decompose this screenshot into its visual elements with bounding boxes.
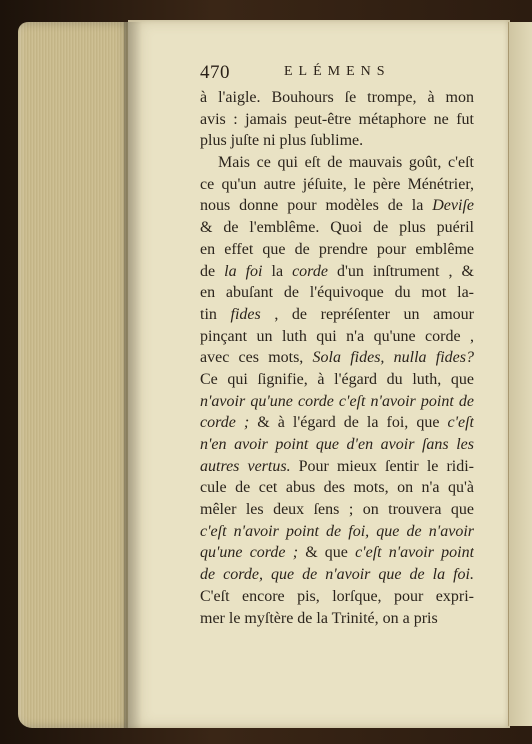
italic-text: Sola fides, nulla fides? bbox=[312, 349, 474, 367]
text-segment: avec ces mots, bbox=[200, 349, 313, 367]
text-line bbox=[200, 586, 474, 608]
italic-text: c'eſt n'avoir point bbox=[355, 544, 474, 562]
italic-text: la foi bbox=[224, 262, 263, 280]
text-line bbox=[200, 130, 474, 152]
text-line bbox=[200, 369, 474, 391]
italic-text: Deviſe bbox=[432, 197, 474, 215]
text-segment: , de repréſenter un amour bbox=[260, 305, 474, 323]
text-line bbox=[200, 174, 474, 196]
spine-shadow bbox=[124, 22, 142, 728]
italic-text: corde ; bbox=[200, 414, 250, 432]
text-line bbox=[200, 109, 474, 131]
text-line bbox=[200, 217, 474, 239]
text-segment: cule de cet abus des mots, on n'a qu'à bbox=[200, 479, 474, 497]
text-line bbox=[200, 564, 474, 586]
italic-text: n'avoir qu'une corde c'eſt n'avoir point de bbox=[200, 392, 474, 410]
text-segment: Mais ce qui eſt de mauvais goût, c'eſt bbox=[218, 154, 474, 172]
text-line bbox=[200, 391, 474, 413]
text-line bbox=[200, 152, 474, 174]
italic-text: c'eſt bbox=[447, 414, 474, 432]
italic-text: c'eſt n'avoir point de foi, que de n'avoir bbox=[200, 522, 474, 540]
text-line bbox=[200, 195, 474, 217]
page-header bbox=[200, 62, 474, 86]
body-text bbox=[200, 87, 474, 629]
italic-text: autres vertus. bbox=[200, 457, 291, 475]
text-segment: à l'aigle. Bouhours ſe trompe, à mon bbox=[200, 89, 474, 106]
text-segment: avis : jamais peut-être métaphore ne fut bbox=[200, 110, 474, 128]
italic-text: n'en avoir point que d'en avoir ſans les bbox=[200, 436, 474, 453]
text-segment: d'un inſtrument , & bbox=[327, 262, 474, 280]
text-segment: mêler les deux ſens ; on trouvera que bbox=[200, 501, 474, 519]
text-segment: & à l'égard de la foi, que bbox=[249, 414, 448, 432]
text-segment: C'eſt encore pis, lorſque, pour expri- bbox=[200, 587, 474, 605]
italic-text: qu'une corde ; bbox=[200, 544, 299, 562]
text-line bbox=[200, 326, 474, 348]
text-line bbox=[200, 434, 474, 456]
text-line bbox=[200, 282, 474, 304]
text-line bbox=[200, 304, 474, 326]
text-line bbox=[200, 239, 474, 261]
text-line bbox=[200, 261, 474, 283]
text-segment: la bbox=[262, 262, 293, 280]
italic-text: corde bbox=[292, 262, 328, 280]
text-segment: nous donne pour modèles de la bbox=[200, 197, 433, 215]
text-segment: & que bbox=[298, 544, 356, 562]
page-number: 470 bbox=[200, 62, 230, 83]
text-line bbox=[200, 477, 474, 499]
text-segment: tin bbox=[200, 305, 231, 323]
text-segment: ce qu'un autre jéſuite, le père Ménétrier, bbox=[200, 175, 474, 193]
text-segment: en effet que de prendre pour emblême bbox=[200, 240, 474, 258]
text-segment: mer le myſtère de la Trinité, on a pris bbox=[200, 609, 438, 627]
italic-text: de corde, que de n'avoir que de la foi. bbox=[200, 566, 474, 584]
text-segment: plus juſte ni plus ſublime. bbox=[200, 132, 364, 150]
text-segment: pinçant un luth qui n'a qu'une corde , bbox=[200, 327, 474, 345]
page-edges bbox=[18, 22, 132, 728]
text-line bbox=[200, 347, 474, 369]
text-line bbox=[200, 87, 474, 109]
text-segment: & de l'emblême. Quoi de plus puéril bbox=[200, 219, 474, 237]
next-page-edge bbox=[508, 22, 532, 726]
text-line bbox=[200, 456, 474, 478]
text-segment: Ce qui ſignifie, à l'égard du luth, que bbox=[200, 370, 474, 388]
text-segment: en abuſant de l'équivoque du mot la- bbox=[200, 284, 474, 302]
text-line bbox=[200, 521, 474, 543]
running-title: ELÉMENS bbox=[284, 64, 391, 79]
italic-text: fides bbox=[230, 305, 261, 323]
text-segment: de bbox=[200, 262, 225, 280]
text-line bbox=[200, 412, 474, 434]
text-segment: Pour mieux ſentir le ridi- bbox=[290, 457, 474, 475]
text-line bbox=[200, 499, 474, 521]
text-line bbox=[200, 608, 474, 630]
text-line bbox=[200, 542, 474, 564]
